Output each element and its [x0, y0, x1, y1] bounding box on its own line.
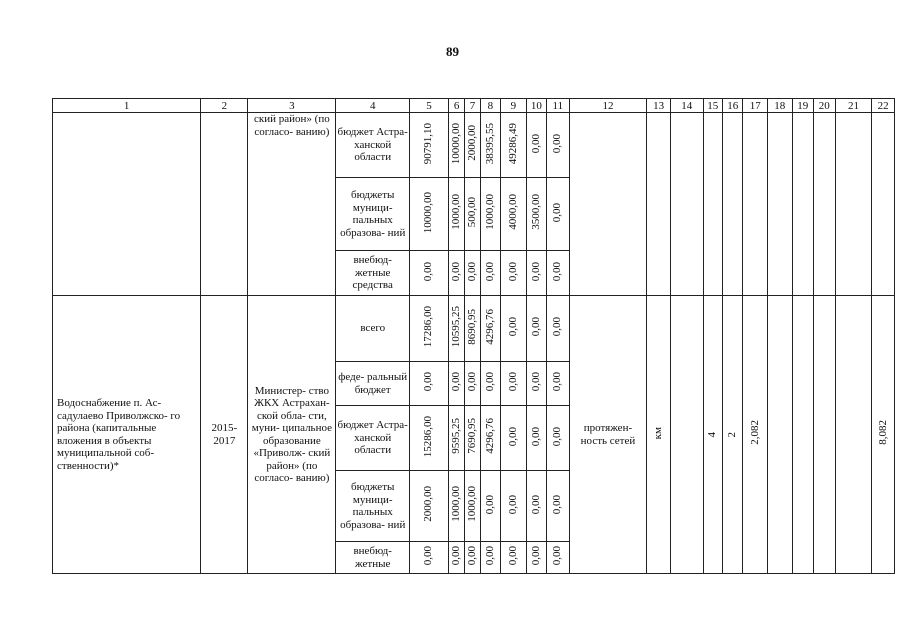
cell-value: 1000,00 [480, 178, 500, 251]
page-number: 89 [446, 44, 459, 59]
cell-value: 4 [703, 296, 722, 574]
cell-value: 2,082 [743, 296, 768, 574]
cell-empty [835, 113, 872, 296]
cell-value: 500,00 [465, 178, 480, 251]
table-row [53, 113, 895, 178]
cell-value: 90791,10 [410, 113, 449, 178]
cell-value: 0,00 [526, 296, 546, 362]
cell-empty [670, 296, 703, 574]
cell-value: 0,00 [547, 178, 570, 251]
cell-value: 0,00 [501, 362, 527, 406]
cell-value: 0,00 [410, 251, 449, 296]
cell-value: 0,00 [448, 362, 464, 406]
col-header: 6 [448, 99, 464, 113]
cell-value: 0,00 [480, 471, 500, 542]
cell-empty [792, 296, 813, 574]
table-row [53, 296, 895, 362]
cell-value: 0,00 [526, 406, 546, 471]
cell-value: 0,00 [480, 362, 500, 406]
cell-source: бюджет Астра- ханской области [336, 113, 410, 178]
cell-empty [647, 113, 671, 296]
cell-empty [835, 296, 872, 574]
col-header: 1 [53, 99, 201, 113]
col-header: 13 [647, 99, 671, 113]
cell-value: 0,00 [547, 113, 570, 178]
cell-value: 0,00 [547, 296, 570, 362]
col-header: 10 [526, 99, 546, 113]
cell-period: 2015- 2017 [201, 296, 248, 574]
cell-value: 0,00 [547, 471, 570, 542]
cell-value: 2000,00 [410, 471, 449, 542]
cell-empty [768, 296, 793, 574]
cell-empty [569, 113, 647, 296]
cell-source: внебюд- жетные средства [336, 251, 410, 296]
cell-empty [53, 113, 201, 296]
col-header: 9 [501, 99, 527, 113]
cell-empty [814, 113, 835, 296]
cell-responsible: ский район» (по согласо- ванию) [248, 113, 336, 296]
cell-source: всего [336, 296, 410, 362]
program-table [52, 98, 895, 574]
cell-value: 4296,76 [480, 406, 500, 471]
cell-empty [872, 113, 895, 296]
cell-value: 9595,25 [448, 406, 464, 471]
cell-value: 4000,00 [501, 178, 527, 251]
cell-value: 0,00 [547, 542, 570, 574]
cell-empty [768, 113, 793, 296]
col-header: 4 [336, 99, 410, 113]
cell-value: 0,00 [526, 362, 546, 406]
cell-value: 0,00 [547, 362, 570, 406]
cell-empty [723, 113, 743, 296]
cell-empty [743, 113, 768, 296]
cell-empty [670, 113, 703, 296]
col-header: 11 [547, 99, 570, 113]
cell-value: 0,00 [526, 113, 546, 178]
cell-value: 0,00 [465, 362, 480, 406]
cell-value: 1000,00 [448, 471, 464, 542]
cell-value: 10000,00 [448, 113, 464, 178]
cell-value: 0,00 [410, 362, 449, 406]
cell-source: бюджет Астра- ханской области [336, 406, 410, 471]
cell-value: 4296,76 [480, 296, 500, 362]
col-header: 5 [410, 99, 449, 113]
cell-responsible: Министер- ство ЖКХ Астрахан- ской обла- сти, муни- ципальное образование «Приволж- ский район» (по согласо- ванию) [248, 296, 336, 574]
cell-value: 0,00 [448, 251, 464, 296]
col-header: 17 [743, 99, 768, 113]
cell-value: 0,00 [465, 251, 480, 296]
cell-value: 0,00 [547, 406, 570, 471]
cell-value: 1000,00 [448, 178, 464, 251]
cell-empty [703, 113, 722, 296]
cell-value: 0,00 [547, 251, 570, 296]
cell-value: 2 [723, 296, 743, 574]
col-header: 22 [872, 99, 895, 113]
cell-value: 0,00 [526, 542, 546, 574]
col-header: 19 [792, 99, 813, 113]
cell-value: 38395,55 [480, 113, 500, 178]
cell-value: 0,00 [501, 296, 527, 362]
col-header: 21 [835, 99, 872, 113]
cell-value: 0,00 [480, 542, 500, 574]
cell-value: 17286,00 [410, 296, 449, 362]
cell-value: 7690,95 [465, 406, 480, 471]
cell-value: 0,00 [465, 542, 480, 574]
cell-value: 3500,00 [526, 178, 546, 251]
cell-value: 0,00 [526, 251, 546, 296]
cell-unit: км [647, 296, 671, 574]
cell-value: 0,00 [526, 471, 546, 542]
cell-value: 0,00 [501, 251, 527, 296]
col-header: 3 [248, 99, 336, 113]
col-header: 12 [569, 99, 647, 113]
cell-value: 0,00 [410, 542, 449, 574]
cell-indicator: протяжен- ность сетей [569, 296, 647, 574]
cell-source: бюджеты муници- пальных образова- ний [336, 178, 410, 251]
cell-value: 15286,00 [410, 406, 449, 471]
cell-source: феде- ральный бюджет [336, 362, 410, 406]
cell-object: Водоснабжение п. Ас- садулаево Приволжско- го района (капитальные вложения в объекты муниципальной соб- ственности)* [53, 296, 201, 574]
cell-value: 0,00 [501, 542, 527, 574]
cell-empty [814, 296, 835, 574]
cell-empty [792, 113, 813, 296]
cell-value: 0,00 [501, 406, 527, 471]
cell-value: 0,00 [480, 251, 500, 296]
col-header: 2 [201, 99, 248, 113]
header-row [53, 99, 895, 113]
cell-source: бюджеты муници- пальных образова- ний [336, 471, 410, 542]
cell-value: 2000,00 [465, 113, 480, 178]
col-header: 16 [723, 99, 743, 113]
cell-source: внебюд- жетные [336, 542, 410, 574]
col-header: 18 [768, 99, 793, 113]
cell-value: 8,082 [872, 296, 895, 574]
col-header: 8 [480, 99, 500, 113]
cell-value: 49286,49 [501, 113, 527, 178]
col-header: 20 [814, 99, 835, 113]
cell-value: 10595,25 [448, 296, 464, 362]
cell-value: 10000,00 [410, 178, 449, 251]
cell-value: 0,00 [448, 542, 464, 574]
col-header: 7 [465, 99, 480, 113]
col-header: 15 [703, 99, 722, 113]
cell-empty [201, 113, 248, 296]
cell-value: 1000,00 [465, 471, 480, 542]
cell-value: 0,00 [501, 471, 527, 542]
cell-value: 8690,95 [465, 296, 480, 362]
col-header: 14 [670, 99, 703, 113]
